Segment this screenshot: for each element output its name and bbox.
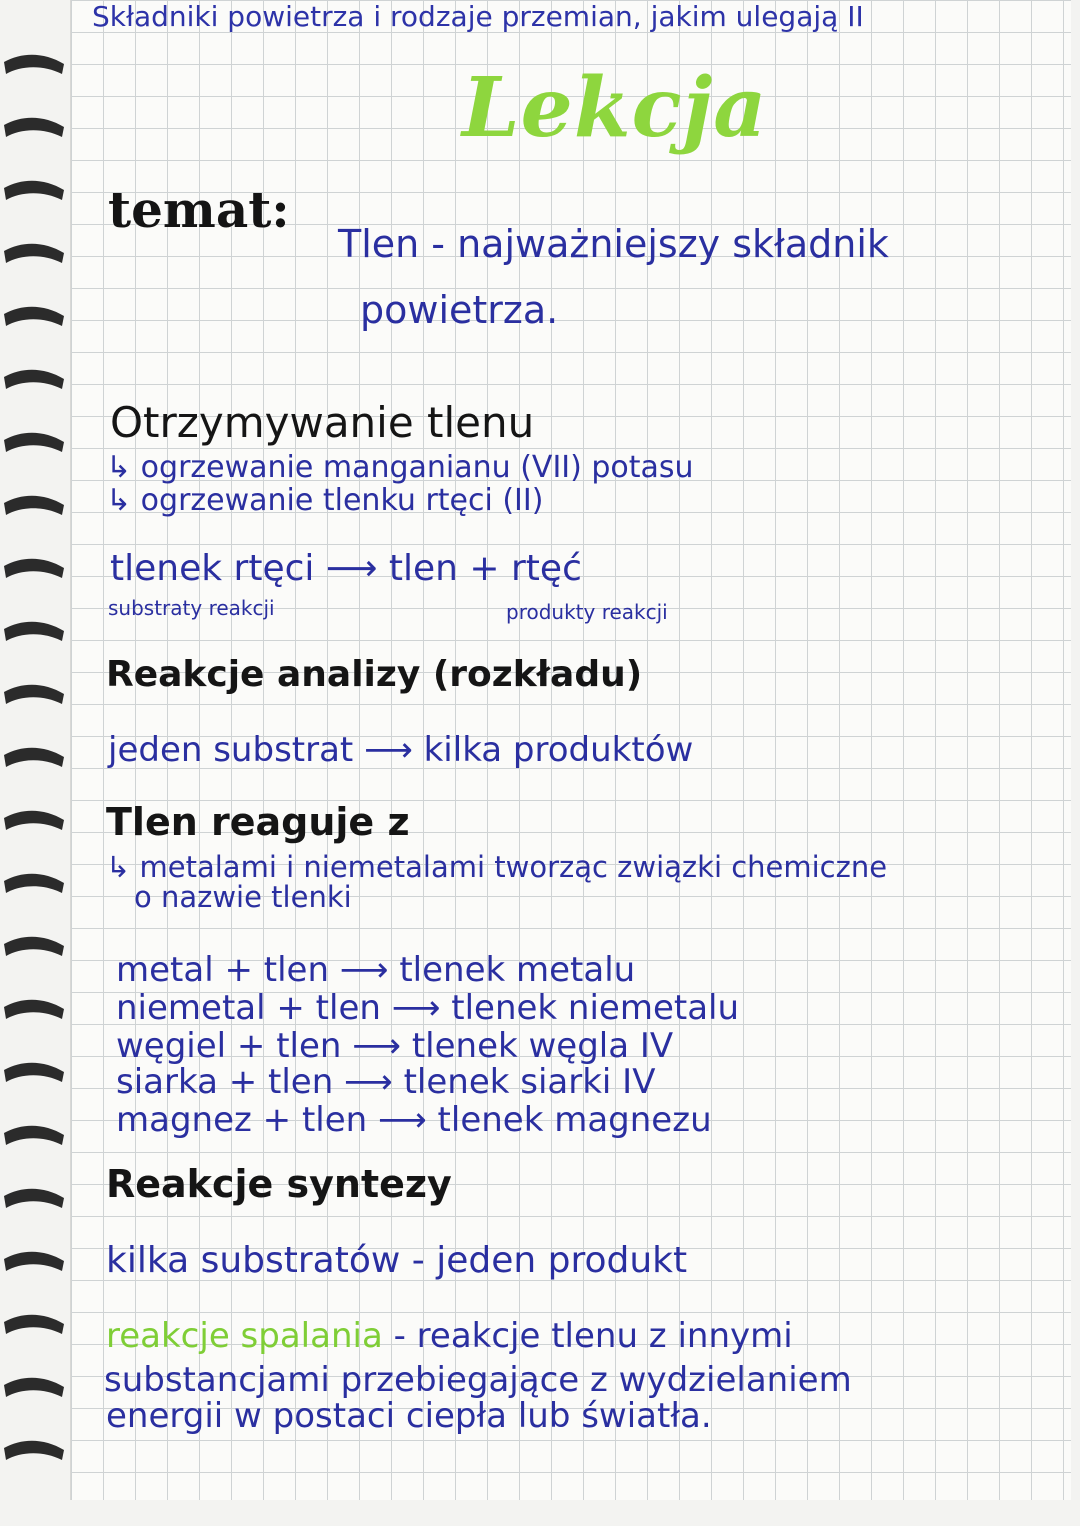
spiral-ring [4, 307, 64, 326]
spiral-ring [4, 370, 64, 389]
mercury-oxide-reaction: tlenek rtęci ⟶ tlen + rtęć [110, 548, 582, 589]
combustion-line3: energii w postaci ciepła lub światła. [106, 1396, 712, 1436]
spiral-ring [4, 1315, 64, 1334]
topic-label: temat: [108, 180, 290, 239]
synthesis-heading: Reakcje syntezy [106, 1162, 452, 1206]
reacts-line1: ↳ metalami i niemetalami tworząc związki chemiczne [106, 850, 888, 884]
spiral-ring [4, 937, 64, 956]
combustion-term: reakcje spalania [106, 1316, 383, 1356]
spiral-ring [4, 118, 64, 137]
products-label: produkty reakcji [506, 600, 668, 624]
spiral-ring [4, 181, 64, 200]
header-line: Składniki powietrza i rodzaje przemian, jakim ulegają II [92, 0, 864, 33]
obtaining-heading: Otrzymywanie tlenu [110, 398, 535, 447]
spiral-ring [4, 244, 64, 263]
topic-text-line1: Tlen - najważniejszy składnik [338, 222, 889, 266]
spiral-binding [0, 0, 70, 1526]
spiral-ring [4, 685, 64, 704]
spiral-ring [4, 1252, 64, 1271]
topic-text-line2: powietrza. [360, 288, 559, 332]
combustion-line2: substancjami przebiegające z wydzielaniem [104, 1360, 852, 1400]
spiral-ring [4, 55, 64, 74]
reacts-heading: Tlen reaguje z [106, 800, 410, 844]
spiral-ring [4, 1126, 64, 1145]
reaction-row-2: niemetal + tlen ⟶ tlenek niemetalu [116, 988, 740, 1028]
reaction-row-1: metal + tlen ⟶ tlenek metalu [116, 950, 636, 990]
analysis-heading: Reakcje analizy (rozkładu) [106, 654, 643, 695]
spiral-ring [4, 1441, 64, 1460]
lesson-title: Lekcja [462, 60, 768, 156]
spiral-ring [4, 1189, 64, 1208]
substrates-label: substraty reakcji [108, 596, 275, 620]
spiral-ring [4, 874, 64, 893]
reaction-row-5: magnez + tlen ⟶ tlenek magnezu [116, 1100, 712, 1140]
combustion-line1 [106, 1316, 793, 1356]
reaction-row-3: węgiel + tlen ⟶ tlenek węgla IV [116, 1026, 674, 1066]
reacts-line2: o nazwie tlenki [134, 880, 352, 914]
spiral-ring [4, 1378, 64, 1397]
analysis-rule: jeden substrat ⟶ kilka produktów [108, 730, 694, 770]
synthesis-rule: kilka substratów - jeden produkt [106, 1240, 688, 1281]
spiral-ring [4, 811, 64, 830]
spiral-ring [4, 1063, 64, 1082]
combustion-line1-rest: - reakcje tlenu z innymi [382, 1316, 793, 1356]
spiral-ring [4, 559, 64, 578]
spiral-ring [4, 433, 64, 452]
obtaining-item-1: ↳ ogrzewanie manganianu (VII) potasu [106, 450, 694, 485]
spiral-ring [4, 1000, 64, 1019]
obtaining-item-2: ↳ ogrzewanie tlenku rtęci (II) [106, 483, 544, 518]
spiral-ring [4, 496, 64, 515]
reaction-row-4: siarka + tlen ⟶ tlenek siarki IV [116, 1062, 656, 1102]
spiral-ring [4, 622, 64, 641]
spiral-ring [4, 748, 64, 767]
